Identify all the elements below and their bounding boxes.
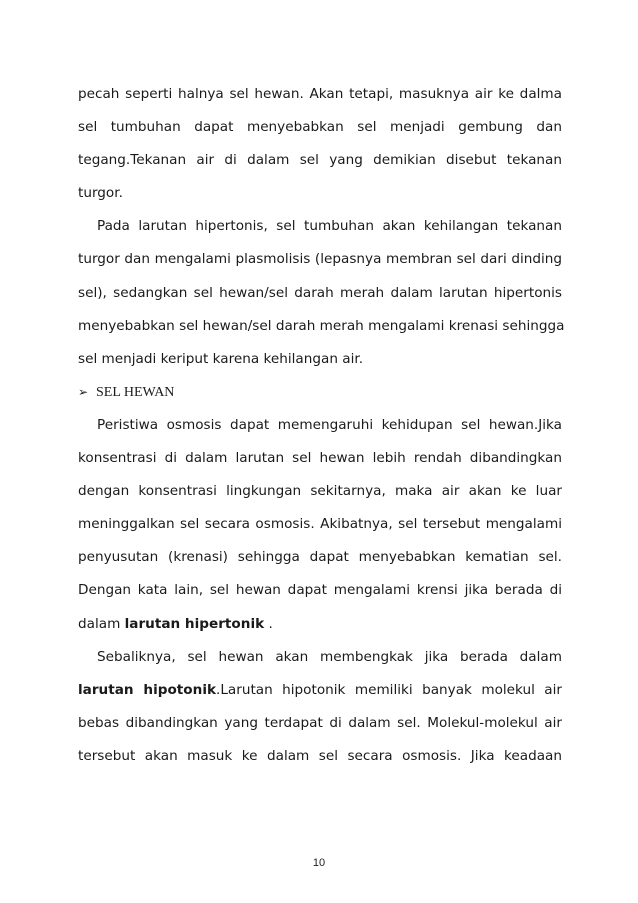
paragraph-line: dengan konsentrasi lingkungan sekitarnya, maka air akan ke luar (78, 483, 562, 500)
paragraph-line: penyusutan (krenasi) sehingga dapat menyebabkan kematian sel. (78, 549, 562, 566)
paragraph-line: Dengan kata lain, sel hewan dapat mengalami krensi jika berada di (78, 582, 562, 599)
paragraph-line: tegang.Tekanan air di dalam sel yang demikian disebut tekanan (78, 152, 562, 169)
paragraph-line: konsentrasi di dalam larutan sel hewan lebih rendah dibandingkan (78, 450, 562, 467)
paragraph-line: tersebut akan masuk ke dalam sel secara osmosis. Jika keadaan (78, 747, 562, 764)
paragraph-line: sel menjadi keriput karena kehilangan air. (78, 350, 364, 367)
text-run: .Larutan hipotonik memiliki banyak molekul air (216, 681, 563, 698)
body-text (78, 78, 565, 773)
text-run: . (264, 615, 273, 632)
paragraph-line: Pada larutan hipertonis, sel tumbuhan akan kehilangan tekanan (97, 218, 562, 235)
bold-term: larutan hipertonik (124, 615, 265, 632)
paragraph-line: turgor dan mengalami plasmolisis (lepasnya membran sel dari dinding (78, 251, 562, 268)
page-number: 10 (312, 857, 326, 869)
paragraph-line: sel tumbuhan dapat menyebabkan sel menjadi gembung dan (78, 119, 562, 136)
paragraph-line (78, 674, 562, 707)
paragraph-line (78, 608, 562, 641)
paragraph-line: sel), sedangkan sel hewan/sel darah merah dalam larutan hipertonis (78, 284, 562, 301)
bold-term: larutan hipotonik (78, 681, 217, 698)
paragraph-line: turgor. (78, 185, 123, 202)
section-heading-text: SEL HEWAN (96, 384, 175, 400)
paragraph-line: Sebaliknya, sel hewan akan membengkak jika berada dalam (97, 648, 562, 665)
paragraph-line: Peristiwa osmosis dapat memengaruhi kehidupan sel hewan.Jika (97, 416, 562, 433)
section-heading (78, 376, 562, 409)
text-run: dalam (78, 615, 125, 632)
paragraph-line: bebas dibandingkan yang terdapat di dalam sel. Molekul-molekul air (78, 714, 562, 731)
paragraph-line: meninggalkan sel secara osmosis. Akibatnya, sel tersebut mengalami (78, 516, 562, 533)
paragraph-line: menyebabkan sel hewan/sel darah merah mengalami krenasi sehingga (78, 317, 565, 334)
paragraph-line: pecah seperti halnya sel hewan. Akan tetapi, masuknya air ke dalma (78, 86, 562, 102)
arrow-bullet-icon: ➢ (78, 384, 89, 399)
